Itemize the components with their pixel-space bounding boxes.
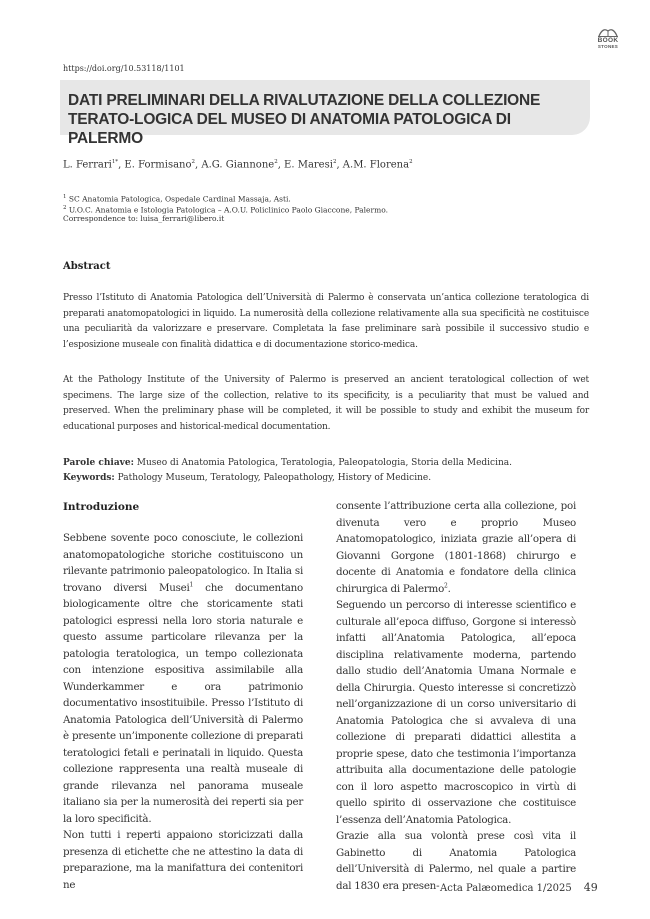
body-column-left	[63, 530, 303, 893]
body-text: .	[447, 582, 451, 595]
author-affiliation-mark: 1*	[111, 159, 119, 165]
author-name: E. Maresi	[284, 159, 333, 171]
body-text: Seguendo un percorso di interesse scientifico e culturale all’epoca diffuso, Gorgone si interessò infatti all’Anatomia Patologica, all’epoca disciplina relativamente moderna, partendo dallo studio dell’Anatomia Umana Normale e della Chirurgia. Questo interesse si concretizzò nell’organizzazione di un corso universitario di Anatomia Patologica che si avvaleva di una collezione di preparati didattici allestita a proprie spese, dato che testimonia l’importanza attribuita alla documentazione delle patologie con il loro aspetto macroscopico in virtù di quello spirito di osservazione che costituisce l’essenza dell’Anatomia Patologica.	[336, 599, 576, 826]
author-affiliation-mark: 2	[332, 159, 337, 165]
affiliation-mark: 1	[63, 194, 67, 200]
page-footer	[440, 881, 598, 894]
keywords-label: Parole chiave:	[63, 458, 134, 468]
author-affiliation-mark: 2	[191, 159, 196, 165]
abstract-english: At the Pathology Institute of the University of Palermo is preserved an ancient teratological collection of wet specimens. The large size of the collection, relative to its specificity, is a peculiarity that must be valued and preserved. When the preliminary phase will be completed, it will be possible to study and exhibit the museum for educational purposes and historical-medical documentation.	[63, 375, 589, 432]
article-title: DATI PRELIMINARI DELLA RIVALUTAZIONE DELLA COLLEZIONE TERATO-LOGICA DEL MUSEO DI ANATOMIA PATOLOGICA DI PALERMO	[68, 92, 541, 147]
abstract-italian: Presso l’Istituto di Anatomia Patologica dell’Università di Palermo è conservata un’antica collezione teratologica di preparati anatomopatologici in liquido. La numerosità della collezione relativamente alla sua specificità ne costituisce una peculiarità da valorizzare e preservare. Completata la fase preliminare sarà possibile il successivo studio e l’esposizione museale con finalità didattica e di documentazione storico-medica.	[63, 293, 589, 350]
author-separator: ,	[336, 159, 343, 171]
affiliation-text: U.O.C. Anatomia e Istologia Patologica – A.O.U. Policlinico Paolo Giaccone, Palermo.	[66, 205, 388, 215]
keywords-text: Museo di Anatomia Patologica, Teratologia, Paleopatologia, Storia della Medicina.	[133, 458, 512, 468]
keywords-italian	[63, 456, 589, 471]
body-text: Non tutti i reperti appaiono storicizzati dalla presenza di etichette che ne attestino la data di preparazione, ma la manifattura dei contenitori ne	[63, 829, 303, 891]
section-heading-introduction: Introduzione	[63, 501, 140, 513]
author-name: E. Formisano	[124, 159, 192, 171]
author-list	[63, 159, 413, 170]
logo-text-line2: STONES	[597, 44, 619, 49]
body-text: consente l’attribuzione certa alla collezione, poi divenuta vero e proprio Museo Anatomopatologico, iniziata grazie all’opera di Giovanni Gorgone (1801-1868) chirurgo e docente di Anatomia e fondatore della clinica chirurgica di Palermo	[336, 500, 576, 595]
keywords-label: Keywords:	[63, 473, 115, 483]
author-name: A.G. Giannone	[201, 159, 275, 171]
author-name: L. Ferrari	[63, 159, 112, 171]
author-affiliation-mark: 2	[409, 159, 413, 165]
reference-mark: 2	[444, 582, 448, 590]
body-text: che documentano biologicamente oltre che storicamente stati patologici espressi nella loro storia naturale e questo assume particolare rilevanza per la patologia teratologica, un tempo collezionata con intenzione espositiva assimilabile alla Wunderkammer e ora patrimonio documentativo insostituibile. Presso l’Istituto di Anatomia Patologica dell’Università di Palermo è presente un’imponente collezione di preparati teratologici fetali e perinatali in liquido. Questa collezione rappresenta una realtà museale di grande rilevanza nel panorama museale italiano sia per la numerosità dei reperti sia per la loro specificità.	[63, 581, 304, 825]
body-text: Sebbene sovente poco conosciute, le collezioni anatomopatologiche storiche costituiscono un rilevante patrimonio paleopatologico. In Italia si trovano diversi Musei	[63, 532, 303, 594]
doi-link[interactable]: https://doi.org/10.53118/1101	[63, 64, 185, 73]
publisher-logo	[590, 24, 626, 50]
journal-issue: Acta Palæomedica 1/2025	[440, 883, 572, 894]
book-icon	[597, 24, 619, 38]
affiliation-text: SC Anatomia Patologica, Ospedale Cardinal Massaja, Asti.	[66, 194, 291, 204]
affiliation-mark: 2	[63, 205, 67, 211]
author-separator: ,	[118, 159, 125, 171]
abstract-heading: Abstract	[63, 261, 111, 272]
page-number: 49	[583, 881, 598, 894]
keywords-text: Pathology Museum, Teratology, Paleopathology, History of Medicine.	[114, 473, 432, 483]
reference-mark: 1	[189, 581, 194, 589]
author-separator: ,	[195, 159, 202, 171]
logo-text-line1: BOOK	[597, 37, 619, 44]
body-column-right	[336, 498, 576, 894]
author-name: A.M. Florena	[342, 159, 410, 171]
author-separator: ,	[277, 159, 285, 171]
author-affiliation-mark: 2	[274, 159, 278, 165]
correspondence: Correspondence to: luisa_ferrari@libero.it	[63, 214, 225, 223]
body-text: Grazie alla sua volontà prese così vita il Gabinetto di Anatomia Patologica dell’Università di Palermo, nel quale a partire dal 1830 era presen-	[336, 830, 576, 892]
keywords-english	[63, 471, 589, 486]
